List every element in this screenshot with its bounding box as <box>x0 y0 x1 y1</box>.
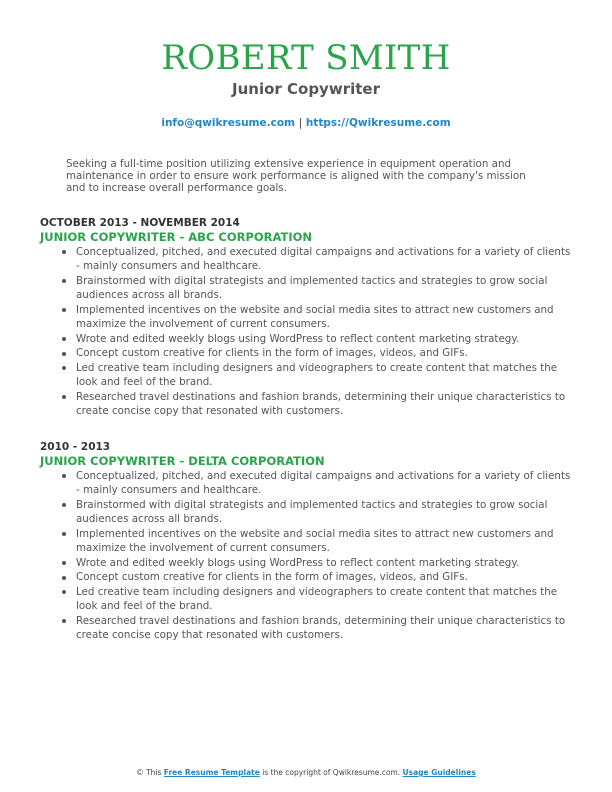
bullet-item: Conceptualized, pitched, and executed digital campaigns and activations for a variety of clients - mainly consumers and healthcare. <box>76 245 571 273</box>
bullet-item: Brainstormed with digital strategists and implemented tactics and strategies to grow social audiences across all brands. <box>76 274 572 303</box>
email-link[interactable]: info@qwikresume.com <box>161 117 295 129</box>
experience-role: JUNIOR COPYWRITER - DELTA CORPORATION <box>40 453 325 468</box>
bullet-item: Brainstormed with digital strategists and implemented tactics and strategies to grow social audiences across all brands. <box>76 498 572 527</box>
experience-role: JUNIOR COPYWRITER - ABC CORPORATION <box>40 229 313 244</box>
footer-copyright-text: is the copyright of Qwikresume.com. <box>262 768 401 777</box>
contact-separator: | <box>298 117 303 129</box>
bullet-item: Concept custom creative for clients in the form of images, videos, and GIFs. <box>76 570 572 585</box>
candidate-name: ROBERT SMITH <box>161 38 451 78</box>
bullet-item: Conceptualized, pitched, and executed digital campaigns and activations for a variety of clients - mainly consumers and healthcare. <box>76 469 571 497</box>
copyright-footer <box>0 768 612 778</box>
bullet-item: Wrote and edited weekly blogs using WordPress to reflect content marketing strategy. <box>76 556 572 571</box>
resume-header <box>0 0 612 130</box>
bullet-item: Led creative team including designers and videographers to create content that matches the look and feel of the brand. <box>76 361 572 390</box>
experience-bullets <box>40 245 572 419</box>
bullet-item: Implemented incentives on the website and social media sites to attract new customers and maximize the involvement of current consumers. <box>76 527 572 556</box>
website-link[interactable]: https://Qwikresume.com <box>305 117 451 129</box>
experience-bullets <box>40 469 572 643</box>
experience-entry <box>40 217 572 419</box>
bullet-item: Led creative team including designers and videographers to create content that matches the look and feel of the brand. <box>76 585 572 614</box>
bullet-item: Researched travel destinations and fashion brands, determining their unique characteristics to create concise copy that resonated with customers. <box>76 390 572 419</box>
job-title: Junior Copywriter <box>232 80 380 98</box>
free-resume-template-link[interactable]: Free Resume Template <box>163 768 260 777</box>
summary-paragraph: Seeking a full-time position utilizing extensive experience in equipment operation and maintenance in order to ensure work performance is aligned with the company's mission and to increase overall performance goals. <box>66 158 526 195</box>
experience-dates: 2010 - 2013 <box>40 440 111 453</box>
experience-dates: OCTOBER 2013 - NOVEMBER 2014 <box>40 216 240 229</box>
footer-prefix: © This <box>136 768 162 777</box>
bullet-item: Implemented incentives on the website and social media sites to attract new customers and maximize the involvement of current consumers. <box>76 303 572 332</box>
bullet-item: Researched travel destinations and fashion brands, determining their unique characteristics to create concise copy that resonated with customers. <box>76 614 572 643</box>
contact-line <box>0 116 612 130</box>
bullet-item: Concept custom creative for clients in the form of images, videos, and GIFs. <box>76 346 572 361</box>
usage-guidelines-link[interactable]: Usage Guidelines <box>402 768 476 777</box>
experience-entry <box>40 441 572 643</box>
bullet-item: Wrote and edited weekly blogs using WordPress to reflect content marketing strategy. <box>76 332 572 347</box>
